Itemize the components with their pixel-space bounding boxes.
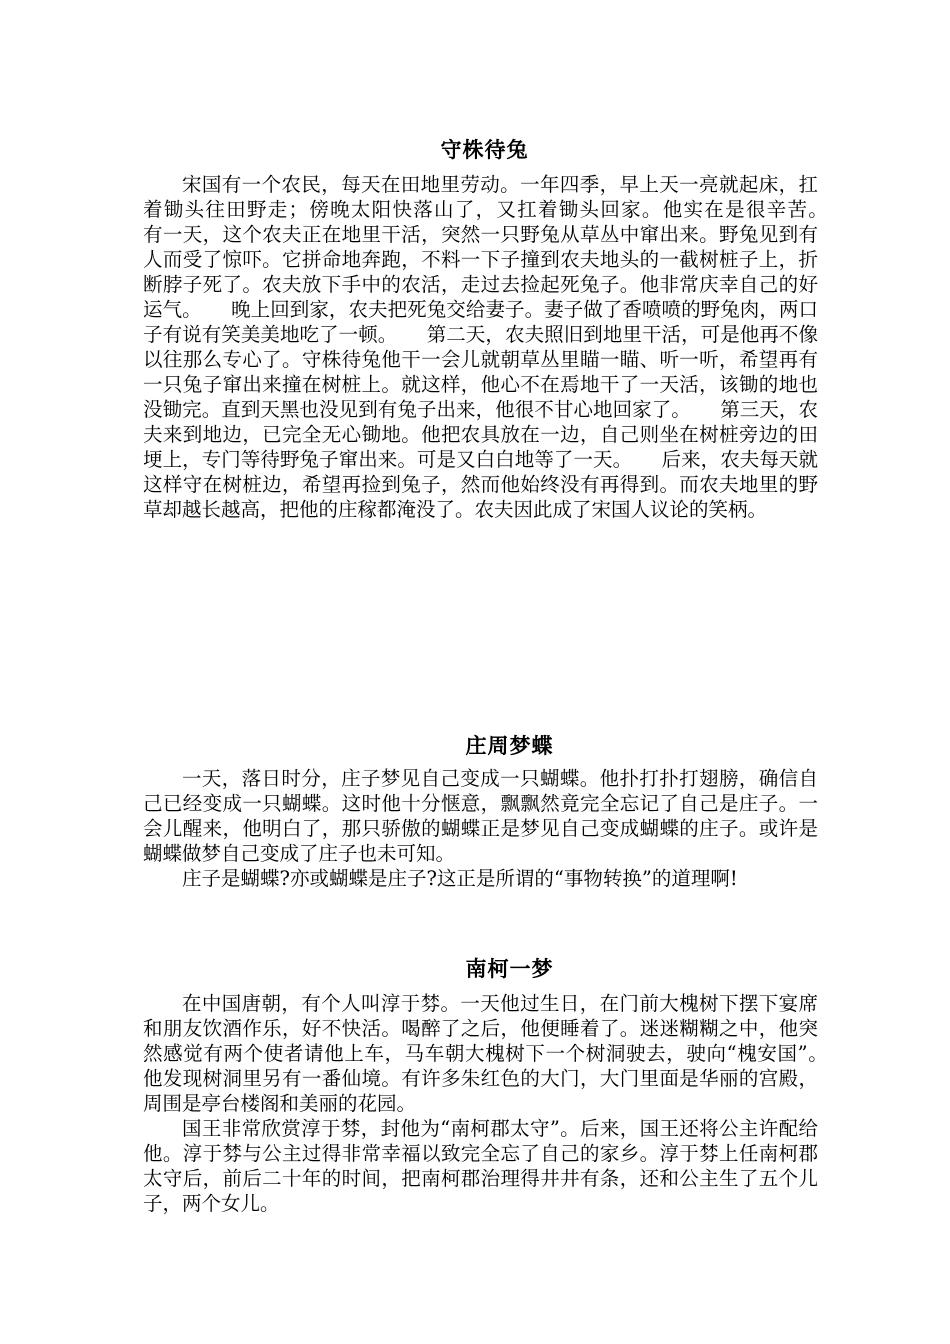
story-paragraph: 在中国唐朝，有个人叫淳于棼。一天他过生日，在门前大槐树下摆下宴席和朋友饮酒作乐，好不快活。喝醉了之后，他便睡着了。迷迷糊糊之中，他突然感觉有两个使者请他上车，马车朝大槐树下一个树洞驶去，驶向“槐安国”。 他发现树洞里另有一番仙境。有许多朱红色的大门，大门里面是华丽的宫殿，周围是亭台楼阁和美丽的花园。 xyxy=(143,992,858,1115)
story-nanke-yimeng xyxy=(143,955,858,1216)
story-paragraph: 庄子是蝴蝶?亦或蝴蝶是庄子?这正是所谓的“事物转换”的道理啊! xyxy=(182,867,738,890)
story-title: 南柯一梦 xyxy=(465,957,554,981)
story-paragraph: 宋国有一个农民，每天在田地里劳动。一年四季，早上天一亮就起床，扛着锄头往田野走；傍晚太阳快落山了，又扛着锄头回家。他实在是很辛苦。 有一天，这个农夫正在地里干活，突然一只野兔从草丛中窜出来。野兔见到有人而受了惊吓。它拼命地奔跑，不料一下子撞到农夫地头的一截树桩子上，折断脖子死了。农夫放下手中的农活，走过去捡起死兔子。他非常庆幸自己的好运气。 晚上回到家，农夫把死兔交给妻子。妻子做了香喷喷的野兔肉，两口子有说有笑美美地吃了一顿。 第二天，农夫照旧到地里干活，可是他再不像以往那么专心了。守株待兔他干一会儿就朝草丛里瞄一瞄、听一听，希望再有一只兔子窜出来撞在树桩上。就这样，他心不在焉地干了一天活，该锄的地也没锄完。直到天黑也没见到有兔子出来，他很不甘心地回家了。 第三天，农夫来到地边，已完全无心锄地。他把农具放在一边，自己则坐在树桩旁边的田埂上，专门等待野兔子窜出来。可是又白白地等了一天。 后来，农夫每天就这样守在树桩边，希望再捡到兔子，然而他始终没有再得到。而农夫地里的野草却越长越高，把他的庄稼都淹没了。农夫因此成了宋国人议论的笑柄。 xyxy=(143,173,858,521)
story-paragraph: 国王非常欣赏淳于棼，封他为“南柯郡太守”。后来，国王还将公主许配给他。淳于棼与公主过得非常幸福以致完全忘了自己的家乡。淳于棼上任南柯郡太守后，前后二十年的时间，把南柯郡治理得井井有条，还和公主生了五个儿子，两个女儿。 xyxy=(143,1117,818,1215)
story-zhuangzhou-mengdie xyxy=(143,732,818,891)
story-paragraph: 一天，落日时分，庄子梦见自己变成一只蝴蝶。他扑打扑打翅膀，确信自己已经变成一只蝴蝶。这时他十分惬意，飘飘然竟完全忘记了自己是庄子。一会儿醒来，他明白了，那只骄傲的蝴蝶正是梦见自己变成蝴蝶的庄子。或许是蝴蝶做梦自己变成了庄子也未可知。 xyxy=(143,767,818,865)
story-title: 守株待兔 xyxy=(440,138,529,162)
story-shouzhu-daitu xyxy=(143,136,858,522)
story-title: 庄周梦蝶 xyxy=(465,734,554,758)
